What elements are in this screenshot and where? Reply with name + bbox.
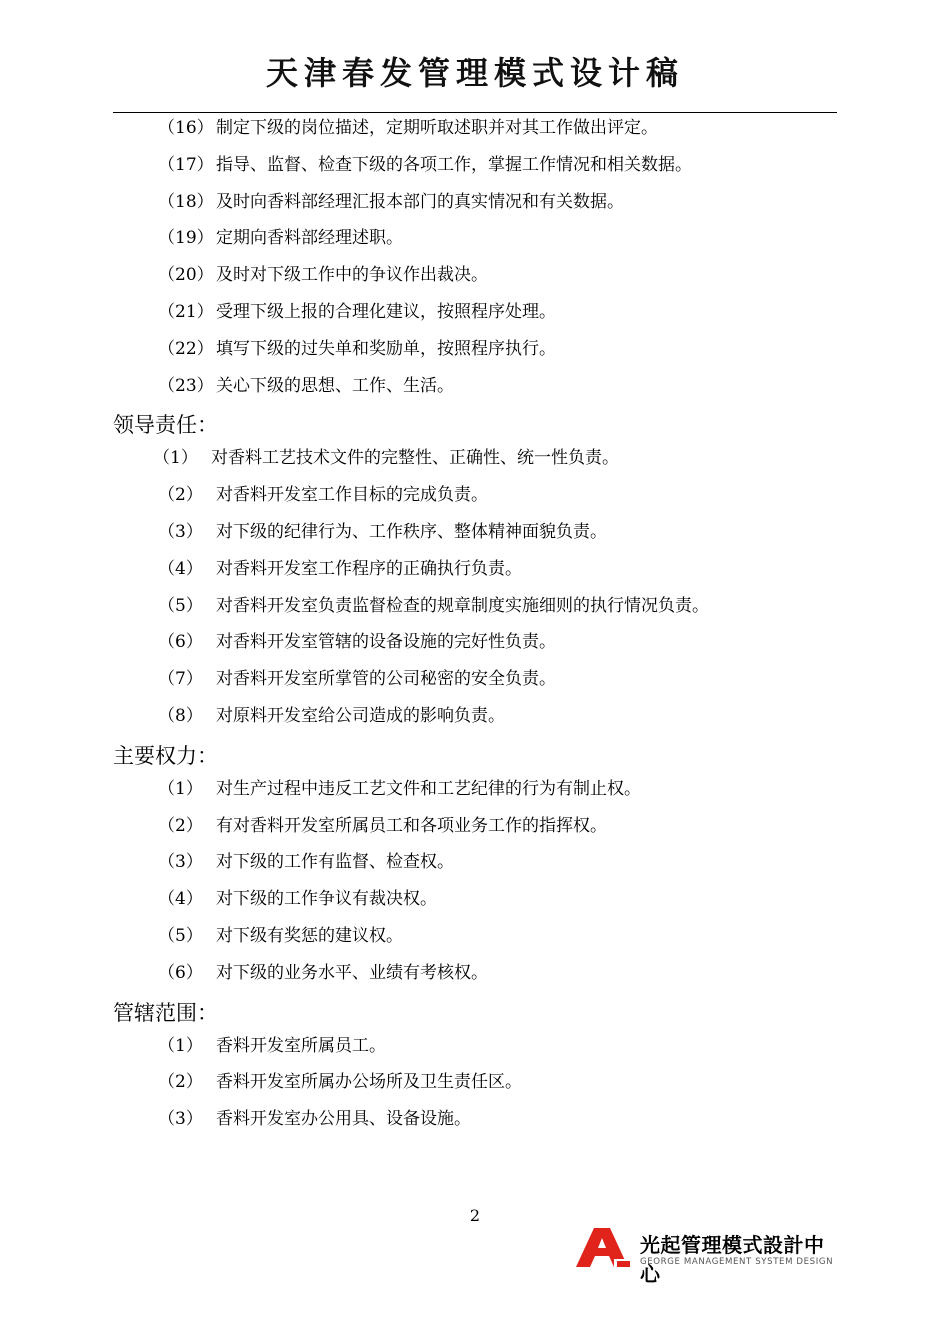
item-text: 香料开发室所属员工。 — [216, 1035, 386, 1056]
item-number: （5） — [158, 925, 203, 946]
company-logo — [574, 1226, 839, 1286]
section-heading-authority: 主要权力： — [113, 743, 218, 768]
item-text: 对下级的工作争议有裁决权。 — [216, 889, 437, 910]
logo-a-mark-icon — [574, 1226, 630, 1268]
list-item — [113, 775, 837, 812]
page-header-title: 天津春发管理模式设计稿 — [265, 54, 684, 92]
list-item — [113, 812, 837, 849]
item-text: 填写下级的过失单和奖励单，按照程序执行。 — [216, 338, 556, 359]
item-text: 对香料开发室所掌管的公司秘密的安全负责。 — [216, 669, 556, 690]
item-number: （1） — [153, 448, 198, 469]
item-text: 对香料工艺技术文件的完整性、正确性、统一性负责。 — [211, 448, 619, 469]
list-item — [113, 959, 837, 996]
list-item — [113, 628, 837, 665]
list-item — [113, 261, 837, 298]
section-heading-leadership: 领导责任： — [113, 413, 218, 438]
list-item — [113, 481, 837, 518]
document-body — [113, 114, 837, 1142]
item-text: 对下级有奖惩的建议权。 — [216, 925, 403, 946]
item-number: （6） — [158, 632, 203, 653]
logo-english-name: GEORGE MANAGEMENT SYSTEM DESIGN — [640, 1257, 834, 1267]
list-item — [113, 885, 837, 922]
list-item — [113, 922, 837, 959]
item-number: （2） — [158, 1072, 203, 1093]
list-item — [113, 1032, 837, 1069]
item-number: （21） — [158, 301, 214, 322]
header-divider — [113, 112, 837, 113]
list-item — [113, 114, 837, 151]
item-number: （3） — [158, 852, 203, 873]
list-item — [113, 224, 837, 261]
item-text: 有对香料开发室所属员工和各项业务工作的指挥权。 — [216, 815, 607, 836]
item-text: 对香料开发室负责监督检查的规章制度实施细则的执行情况负责。 — [216, 595, 709, 616]
item-text: 对下级的业务水平、业绩有考核权。 — [216, 962, 488, 983]
item-text: 对香料开发室工作程序的正确执行负责。 — [216, 558, 522, 579]
item-number: （5） — [158, 595, 203, 616]
section-heading-scope: 管辖范围： — [113, 1000, 218, 1025]
item-text: 及时对下级工作中的争议作出裁决。 — [216, 265, 488, 286]
item-text: 香料开发室所属办公场所及卫生责任区。 — [216, 1072, 522, 1093]
item-number: （3） — [158, 1109, 203, 1130]
item-text: 制定下级的岗位描述，定期听取述职并对其工作做出评定。 — [216, 118, 658, 138]
item-number: （20） — [158, 265, 214, 286]
list-item — [113, 372, 837, 409]
list-item — [113, 555, 837, 592]
duties-list — [113, 114, 837, 408]
item-text: 对香料开发室管辖的设备设施的完好性负责。 — [216, 632, 556, 653]
logo-chinese-name: 光起管理模式設計中心 — [640, 1233, 825, 1286]
item-text: 对香料开发室工作目标的完成负责。 — [216, 485, 488, 506]
item-number: （1） — [158, 778, 203, 799]
list-item — [113, 1068, 837, 1105]
item-number: （16） — [158, 118, 214, 138]
item-text: 及时向香料部经理汇报本部门的真实情况和有关数据。 — [216, 191, 624, 212]
item-text: 对生产过程中违反工艺文件和工艺纪律的行为有制止权。 — [216, 778, 641, 799]
scope-list — [113, 1032, 837, 1142]
item-text: 香料开发室办公用具、设备设施。 — [216, 1109, 471, 1130]
item-text: 受理下级上报的合理化建议，按照程序处理。 — [216, 301, 556, 322]
list-item — [113, 702, 837, 739]
list-item — [113, 444, 837, 481]
item-number: （1） — [158, 1035, 203, 1056]
item-number: （3） — [158, 521, 203, 542]
item-text: 对下级的纪律行为、工作秩序、整体精神面貌负责。 — [216, 521, 607, 542]
item-number: （7） — [158, 669, 203, 690]
item-number: （4） — [158, 889, 203, 910]
authority-list — [113, 775, 837, 996]
item-number: （22） — [158, 338, 214, 359]
list-item — [113, 151, 837, 188]
item-number: （18） — [158, 191, 214, 212]
list-item — [113, 665, 837, 702]
item-number: （6） — [158, 962, 203, 983]
item-text: 关心下级的思想、工作、生活。 — [216, 375, 454, 396]
item-number: （19） — [158, 228, 214, 249]
item-number: （4） — [158, 558, 203, 579]
list-item — [113, 298, 837, 335]
list-item — [113, 335, 837, 372]
item-text: 指导、监督、检查下级的各项工作，掌握工作情况和相关数据。 — [216, 154, 692, 175]
item-text: 对下级的工作有监督、检查权。 — [216, 852, 454, 873]
item-text: 对原料开发室给公司造成的影响负责。 — [216, 705, 505, 726]
leadership-list — [113, 444, 837, 738]
item-number: （8） — [158, 705, 203, 726]
list-item — [113, 518, 837, 555]
list-item — [113, 592, 837, 629]
item-number: （17） — [158, 154, 214, 175]
item-number: （2） — [158, 815, 203, 836]
page-number: 2 — [469, 1206, 481, 1225]
item-number: （2） — [158, 485, 203, 506]
item-number: （23） — [158, 375, 214, 396]
list-item — [113, 188, 837, 225]
item-text: 定期向香料部经理述职。 — [216, 228, 403, 249]
list-item — [113, 1105, 837, 1142]
list-item — [113, 848, 837, 885]
